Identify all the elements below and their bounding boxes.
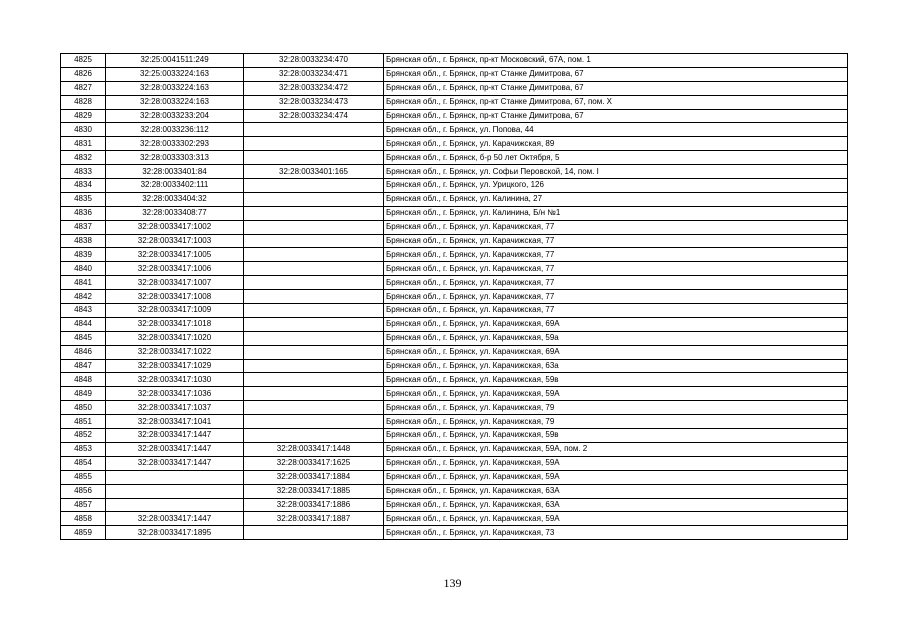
linked-cadastral-number-cell: 32:28:0033417:1887 xyxy=(244,512,384,526)
cadastral-number-cell: 32:28:0033417:1005 xyxy=(106,248,244,262)
table-row xyxy=(61,401,848,415)
cadastral-number-cell: 32:28:0033417:1002 xyxy=(106,220,244,234)
cadastral-number-cell: 32:28:0033224:163 xyxy=(106,95,244,109)
cadastral-number-cell: 32:28:0033417:1022 xyxy=(106,345,244,359)
linked-cadastral-number-cell xyxy=(244,206,384,220)
cadastral-number-cell: 32:28:0033417:1020 xyxy=(106,331,244,345)
table-row xyxy=(61,179,848,193)
table-row xyxy=(61,331,848,345)
linked-cadastral-number-cell xyxy=(244,123,384,137)
row-number-cell: 4842 xyxy=(61,290,106,304)
cadastral-number-cell: 32:25:0041511:249 xyxy=(106,54,244,68)
cadastral-number-cell xyxy=(106,498,244,512)
linked-cadastral-number-cell: 32:28:0033401:165 xyxy=(244,165,384,179)
table-row xyxy=(61,498,848,512)
address-cell: Брянская обл., г. Брянск, ул. Карачижская, 77 xyxy=(384,220,848,234)
table-row xyxy=(61,248,848,262)
address-cell: Брянская обл., г. Брянск, ул. Попова, 44 xyxy=(384,123,848,137)
cadastral-number-cell: 32:28:0033417:1003 xyxy=(106,234,244,248)
cadastral-number-cell: 32:28:0033233:204 xyxy=(106,109,244,123)
address-cell: Брянская обл., г. Брянск, пр-кт Станке Димитрова, 67 xyxy=(384,67,848,81)
table-row xyxy=(61,456,848,470)
row-number-cell: 4832 xyxy=(61,151,106,165)
table-row xyxy=(61,290,848,304)
row-number-cell: 4825 xyxy=(61,54,106,68)
page-number: 139 xyxy=(443,576,462,590)
address-cell: Брянская обл., г. Брянск, пр-кт Станке Димитрова, 67, пом. Х xyxy=(384,95,848,109)
row-number-cell: 4843 xyxy=(61,304,106,318)
table-row xyxy=(61,484,848,498)
row-number-cell: 4838 xyxy=(61,234,106,248)
address-cell: Брянская обл., г. Брянск, ул. Карачижская, 69А xyxy=(384,317,848,331)
linked-cadastral-number-cell xyxy=(244,304,384,318)
cadastral-number-cell: 32:28:0033417:1447 xyxy=(106,442,244,456)
table-row xyxy=(61,54,848,68)
linked-cadastral-number-cell xyxy=(244,248,384,262)
address-cell: Брянская обл., г. Брянск, ул. Карачижская, 59А, пом. 2 xyxy=(384,442,848,456)
linked-cadastral-number-cell xyxy=(244,429,384,443)
linked-cadastral-number-cell xyxy=(244,317,384,331)
linked-cadastral-number-cell xyxy=(244,526,384,540)
linked-cadastral-number-cell xyxy=(244,373,384,387)
table-row xyxy=(61,526,848,540)
address-cell: Брянская обл., г. Брянск, ул. Карачижская, 59в xyxy=(384,429,848,443)
linked-cadastral-number-cell: 32:28:0033234:472 xyxy=(244,81,384,95)
row-number-cell: 4850 xyxy=(61,401,106,415)
row-number-cell: 4827 xyxy=(61,81,106,95)
address-cell: Брянская обл., г. Брянск, ул. Урицкого, 126 xyxy=(384,179,848,193)
linked-cadastral-number-cell xyxy=(244,401,384,415)
cadastral-number-cell: 32:28:0033417:1030 xyxy=(106,373,244,387)
address-cell: Брянская обл., г. Брянск, ул. Карачижская, 73 xyxy=(384,526,848,540)
linked-cadastral-number-cell xyxy=(244,151,384,165)
address-cell: Брянская обл., г. Брянск, ул. Карачижская, 69А xyxy=(384,345,848,359)
cadastral-number-cell: 32:28:0033236:112 xyxy=(106,123,244,137)
cadastral-number-cell: 32:28:0033417:1447 xyxy=(106,429,244,443)
table-row xyxy=(61,442,848,456)
row-number-cell: 4846 xyxy=(61,345,106,359)
address-cell: Брянская обл., г. Брянск, ул. Карачижская, 77 xyxy=(384,262,848,276)
address-cell: Брянская обл., г. Брянск, ул. Калинина, Б/н №1 xyxy=(384,206,848,220)
address-cell: Брянская обл., г. Брянск, ул. Карачижская, 63а xyxy=(384,359,848,373)
cadastral-number-cell xyxy=(106,470,244,484)
linked-cadastral-number-cell: 32:28:0033417:1885 xyxy=(244,484,384,498)
row-number-cell: 4829 xyxy=(61,109,106,123)
cadastral-number-cell: 32:28:0033417:1029 xyxy=(106,359,244,373)
table-row xyxy=(61,67,848,81)
cadastral-number-cell: 32:28:0033417:1037 xyxy=(106,401,244,415)
table-row xyxy=(61,220,848,234)
table-row xyxy=(61,345,848,359)
table-row xyxy=(61,206,848,220)
table-row xyxy=(61,151,848,165)
address-cell: Брянская обл., г. Брянск, ул. Карачижская, 79 xyxy=(384,401,848,415)
cadastral-number-cell: 32:28:0033302:293 xyxy=(106,137,244,151)
table-row xyxy=(61,317,848,331)
linked-cadastral-number-cell xyxy=(244,220,384,234)
table-row xyxy=(61,359,848,373)
linked-cadastral-number-cell: 32:28:0033417:1886 xyxy=(244,498,384,512)
row-number-cell: 4841 xyxy=(61,276,106,290)
row-number-cell: 4851 xyxy=(61,415,106,429)
linked-cadastral-number-cell xyxy=(244,345,384,359)
address-cell: Брянская обл., г. Брянск, ул. Карачижская, 59А xyxy=(384,470,848,484)
row-number-cell: 4834 xyxy=(61,179,106,193)
cadastral-number-cell: 32:28:0033417:1041 xyxy=(106,415,244,429)
cadastral-number-cell: 32:28:0033417:1007 xyxy=(106,276,244,290)
row-number-cell: 4852 xyxy=(61,429,106,443)
table-row xyxy=(61,123,848,137)
linked-cadastral-number-cell xyxy=(244,276,384,290)
cadastral-number-cell: 32:28:0033417:1895 xyxy=(106,526,244,540)
address-cell: Брянская обл., г. Брянск, ул. Карачижская, 77 xyxy=(384,248,848,262)
row-number-cell: 4828 xyxy=(61,95,106,109)
cadastral-number-cell: 32:28:0033402:111 xyxy=(106,179,244,193)
row-number-cell: 4844 xyxy=(61,317,106,331)
address-cell: Брянская обл., г. Брянск, ул. Карачижская, 59в xyxy=(384,373,848,387)
address-cell: Брянская обл., г. Брянск, ул. Калинина, 27 xyxy=(384,192,848,206)
cadastral-number-cell: 32:28:0033401:84 xyxy=(106,165,244,179)
row-number-cell: 4835 xyxy=(61,192,106,206)
table-row xyxy=(61,429,848,443)
address-cell: Брянская обл., г. Брянск, ул. Карачижская, 77 xyxy=(384,234,848,248)
linked-cadastral-number-cell: 32:28:0033417:1884 xyxy=(244,470,384,484)
linked-cadastral-number-cell: 32:28:0033234:470 xyxy=(244,54,384,68)
linked-cadastral-number-cell: 32:28:0033234:474 xyxy=(244,109,384,123)
table-row xyxy=(61,373,848,387)
row-number-cell: 4848 xyxy=(61,373,106,387)
cadastral-number-cell: 32:28:0033417:1008 xyxy=(106,290,244,304)
row-number-cell: 4847 xyxy=(61,359,106,373)
cadastral-number-cell: 32:25:0033224:163 xyxy=(106,67,244,81)
address-cell: Брянская обл., г. Брянск, ул. Карачижская, 63А xyxy=(384,498,848,512)
cadastral-number-cell: 32:28:0033417:1447 xyxy=(106,512,244,526)
table-row xyxy=(61,165,848,179)
table-row xyxy=(61,387,848,401)
row-number-cell: 4836 xyxy=(61,206,106,220)
row-number-cell: 4859 xyxy=(61,526,106,540)
address-cell: Брянская обл., г. Брянск, ул. Карачижская, 77 xyxy=(384,304,848,318)
row-number-cell: 4855 xyxy=(61,470,106,484)
address-cell: Брянская обл., г. Брянск, пр-кт Станке Димитрова, 67 xyxy=(384,109,848,123)
property-registry-table xyxy=(60,53,848,540)
table-row xyxy=(61,95,848,109)
row-number-cell: 4826 xyxy=(61,67,106,81)
address-cell: Брянская обл., г. Брянск, ул. Софьи Перовской, 14, пом. I xyxy=(384,165,848,179)
linked-cadastral-number-cell xyxy=(244,387,384,401)
linked-cadastral-number-cell xyxy=(244,415,384,429)
address-cell: Брянская обл., г. Брянск, ул. Карачижская, 77 xyxy=(384,290,848,304)
cadastral-number-cell: 32:28:0033408:77 xyxy=(106,206,244,220)
table-row xyxy=(61,137,848,151)
cadastral-number-cell: 32:28:0033417:1006 xyxy=(106,262,244,276)
cadastral-number-cell: 32:28:0033303:313 xyxy=(106,151,244,165)
row-number-cell: 4856 xyxy=(61,484,106,498)
table-row xyxy=(61,192,848,206)
table-row xyxy=(61,234,848,248)
row-number-cell: 4845 xyxy=(61,331,106,345)
cadastral-number-cell: 32:28:0033417:1036 xyxy=(106,387,244,401)
address-cell: Брянская обл., г. Брянск, ул. Карачижская, 59А xyxy=(384,456,848,470)
row-number-cell: 4853 xyxy=(61,442,106,456)
linked-cadastral-number-cell xyxy=(244,262,384,276)
linked-cadastral-number-cell xyxy=(244,179,384,193)
address-cell: Брянская обл., г. Брянск, ул. Карачижская, 63А xyxy=(384,484,848,498)
table-row xyxy=(61,276,848,290)
linked-cadastral-number-cell xyxy=(244,192,384,206)
linked-cadastral-number-cell: 32:28:0033417:1625 xyxy=(244,456,384,470)
address-cell: Брянская обл., г. Брянск, ул. Карачижская, 59А xyxy=(384,512,848,526)
address-cell: Брянская обл., г. Брянск, ул. Карачижская, 89 xyxy=(384,137,848,151)
row-number-cell: 4839 xyxy=(61,248,106,262)
registry-table-body xyxy=(61,54,848,540)
linked-cadastral-number-cell xyxy=(244,359,384,373)
address-cell: Брянская обл., г. Брянск, ул. Карачижская, 77 xyxy=(384,276,848,290)
table-row xyxy=(61,262,848,276)
row-number-cell: 4831 xyxy=(61,137,106,151)
row-number-cell: 4840 xyxy=(61,262,106,276)
cadastral-number-cell xyxy=(106,484,244,498)
row-number-cell: 4854 xyxy=(61,456,106,470)
cadastral-number-cell: 32:28:0033417:1009 xyxy=(106,304,244,318)
table-row xyxy=(61,304,848,318)
address-cell: Брянская обл., г. Брянск, ул. Карачижская, 79 xyxy=(384,415,848,429)
table-row xyxy=(61,81,848,95)
cadastral-number-cell: 32:28:0033417:1018 xyxy=(106,317,244,331)
table-row xyxy=(61,470,848,484)
linked-cadastral-number-cell xyxy=(244,290,384,304)
table-row xyxy=(61,415,848,429)
table-row xyxy=(61,109,848,123)
row-number-cell: 4857 xyxy=(61,498,106,512)
linked-cadastral-number-cell xyxy=(244,234,384,248)
table-row xyxy=(61,512,848,526)
row-number-cell: 4833 xyxy=(61,165,106,179)
linked-cadastral-number-cell: 32:28:0033234:473 xyxy=(244,95,384,109)
cadastral-number-cell: 32:28:0033404:32 xyxy=(106,192,244,206)
address-cell: Брянская обл., г. Брянск, б-р 50 лет Октября, 5 xyxy=(384,151,848,165)
linked-cadastral-number-cell: 32:28:0033234:471 xyxy=(244,67,384,81)
cadastral-number-cell: 32:28:0033417:1447 xyxy=(106,456,244,470)
address-cell: Брянская обл., г. Брянск, пр-кт Московский, 67А, пом. 1 xyxy=(384,54,848,68)
address-cell: Брянская обл., г. Брянск, ул. Карачижская, 59А xyxy=(384,387,848,401)
linked-cadastral-number-cell xyxy=(244,137,384,151)
address-cell: Брянская обл., г. Брянск, ул. Карачижская, 59а xyxy=(384,331,848,345)
cadastral-number-cell: 32:28:0033224:163 xyxy=(106,81,244,95)
address-cell: Брянская обл., г. Брянск, пр-кт Станке Димитрова, 67 xyxy=(384,81,848,95)
linked-cadastral-number-cell xyxy=(244,331,384,345)
linked-cadastral-number-cell: 32:28:0033417:1448 xyxy=(244,442,384,456)
row-number-cell: 4858 xyxy=(61,512,106,526)
row-number-cell: 4837 xyxy=(61,220,106,234)
row-number-cell: 4830 xyxy=(61,123,106,137)
row-number-cell: 4849 xyxy=(61,387,106,401)
